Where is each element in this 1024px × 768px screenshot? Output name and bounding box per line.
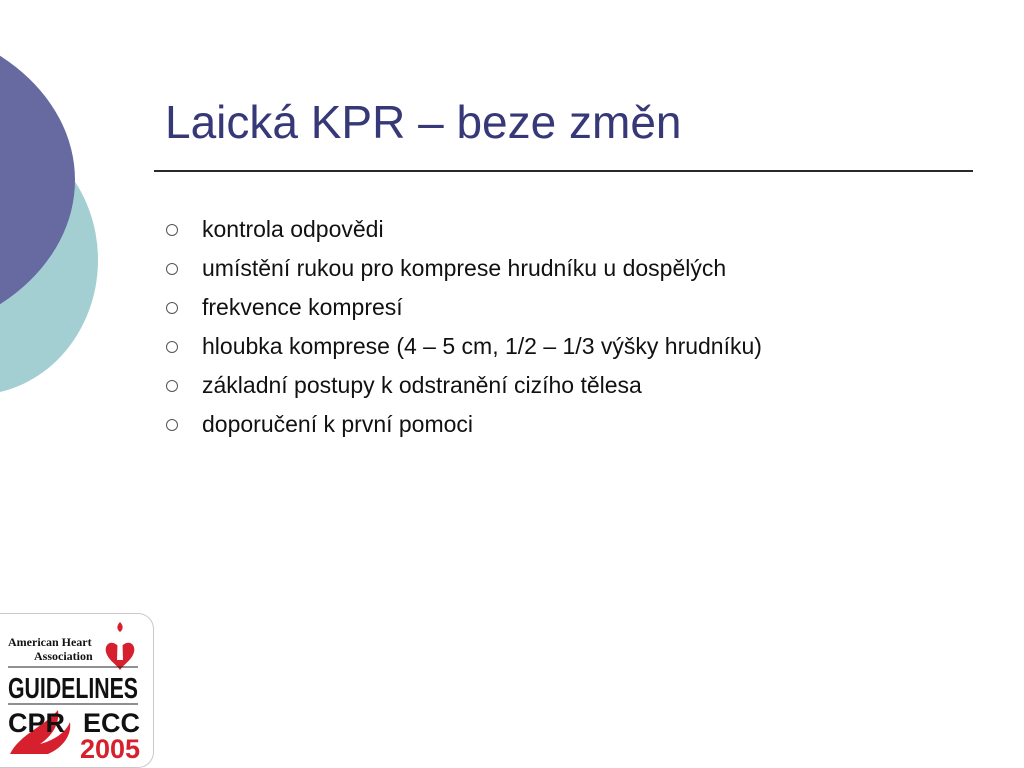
bullet-text: frekvence kompresí <box>202 294 403 320</box>
logo-ecc-text: ECC <box>83 708 141 738</box>
hollow-circle-bullet-icon <box>166 341 178 353</box>
bullet-item <box>166 366 762 405</box>
logo-year-text: 2005 <box>80 734 141 764</box>
hollow-circle-bullet-icon <box>166 419 178 431</box>
title-underline <box>154 170 973 172</box>
bullet-list <box>166 210 762 444</box>
bullet-text: kontrola odpovědi <box>202 216 384 242</box>
logo-org-line2: Association <box>34 649 93 663</box>
bullet-text: umístění rukou pro komprese hrudníku u dospělých <box>202 255 727 281</box>
bullet-text: hloubka komprese (4 – 5 cm, 1/2 – 1/3 výšky hrudníku) <box>202 333 762 359</box>
bullet-item <box>166 288 762 327</box>
slide-title: Laická KPR – beze změn <box>165 96 682 148</box>
bullet-item <box>166 249 762 288</box>
aha-guidelines-logo <box>0 613 154 768</box>
bullet-text: základní postupy k odstranění cizího tělesa <box>202 372 642 398</box>
hollow-circle-bullet-icon <box>166 380 178 392</box>
bullet-item <box>166 210 762 249</box>
hollow-circle-bullet-icon <box>166 302 178 314</box>
logo-org-line1: American Heart <box>8 635 92 649</box>
bullet-item <box>166 405 762 444</box>
logo-guidelines-text: GUIDELINES <box>8 673 138 705</box>
bullet-item <box>166 327 762 366</box>
bullet-text: doporučení k první pomoci <box>202 411 474 437</box>
logo-cpr-text: CPR <box>8 708 66 738</box>
hollow-circle-bullet-icon <box>166 224 178 236</box>
hollow-circle-bullet-icon <box>166 263 178 275</box>
heart-torch-icon <box>106 622 135 670</box>
aha-logo-graphic <box>0 614 153 767</box>
